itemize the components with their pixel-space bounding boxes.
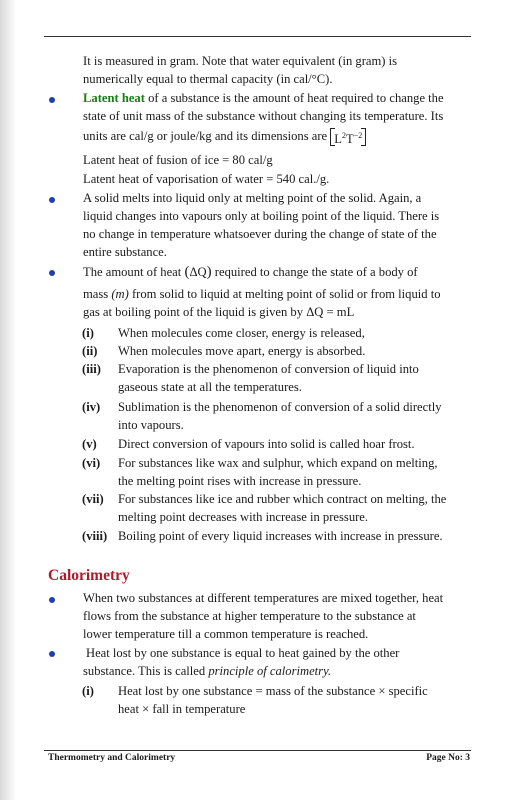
paragraph-line: When two substances at different temperatures are mixed together, heat: [83, 591, 444, 605]
text-span: substance. This is called: [83, 664, 206, 678]
paragraph-line: It is measured in gram. Note that water equivalent (in gram) is: [83, 54, 398, 68]
dim-symbol: T: [345, 132, 354, 147]
footer-rule: [44, 750, 471, 751]
list-number: (i): [82, 684, 94, 698]
dim-exponent: −2: [353, 131, 363, 141]
list-item-continuation: the melting point rises with increase in pressure.: [118, 474, 362, 488]
bullet-icon: [49, 651, 55, 657]
text-span: from solid to liquid at melting point of solid or from liquid to: [131, 287, 441, 301]
list-item: When molecules come closer, energy is released,: [118, 326, 365, 340]
section-heading: Calorimetry: [48, 567, 130, 584]
paragraph-line: A solid melts into liquid only at melting point of the solid. Again, a: [83, 191, 422, 205]
dimension-line: [83, 127, 366, 146]
list-number: (v): [82, 437, 97, 451]
paragraph-line: flows from the substance at higher temperature to the substance at: [83, 609, 416, 623]
paragraph-line: Latent heat of fusion of ice = 80 cal/g: [83, 153, 273, 167]
list-number: (vi): [82, 456, 101, 470]
paragraph-line: lower temperature till a common temperature is reached.: [83, 627, 369, 641]
bullet-icon: [49, 270, 55, 276]
latent-heat-formula: ΔQ = mL: [306, 305, 355, 319]
paragraph-line: no change in temperature whatsoever during the change of state of the: [83, 227, 437, 241]
paragraph-line: [83, 662, 331, 680]
list-number: (ii): [82, 344, 98, 358]
list-item-continuation: gaseous state at all the temperatures.: [118, 380, 302, 394]
delta-q-symbol: ΔQ: [189, 265, 207, 279]
paragraph-line: The amount of heat (ΔQ) required to change the state of a body of: [83, 264, 418, 280]
list-number: (i): [82, 326, 94, 340]
bullet-icon: [49, 597, 55, 603]
list-item: For substances like ice and rubber which contract on melting, the: [118, 492, 447, 506]
text-span: units are cal/g or joule/kg and its dimensions are: [83, 129, 328, 143]
paragraph-line: numerically equal to thermal capacity (in cal/°C).: [83, 72, 333, 86]
latent-heat-line: [83, 89, 444, 107]
paragraph-line: [83, 285, 441, 303]
bullet-icon: [49, 197, 55, 203]
bullet-icon: [49, 97, 55, 103]
text-span: required to change the state of a body of: [214, 265, 418, 279]
text-span: The amount of heat: [83, 265, 182, 279]
list-item: Heat lost by one substance = mass of the substance × specific: [118, 684, 428, 698]
list-item-continuation: melting point decreases with increase in pressure.: [118, 510, 369, 524]
list-number: (vii): [82, 492, 104, 506]
paragraph-line: state of unit mass of the substance without changing its temperature. Its: [83, 109, 444, 123]
paragraph-line: [83, 303, 354, 321]
list-item-continuation: heat × fall in temperature: [118, 702, 246, 716]
list-number: (iii): [82, 362, 101, 376]
paragraph-line: Heat lost by one substance is equal to heat gained by the other: [86, 646, 400, 660]
latent-heat-term: Latent heat: [83, 91, 145, 105]
dimension-bracket: [330, 128, 366, 146]
list-item: Evaporation is the phenomenon of conversion of liquid into: [118, 362, 419, 376]
list-item: When molecules move apart, energy is absorbed.: [118, 344, 366, 358]
paragraph-line: Latent heat of vaporisation of water = 540 cal./g.: [83, 172, 330, 186]
text-span: mass: [83, 287, 109, 301]
mass-symbol: (m): [111, 287, 129, 301]
footer-page-number: Page No: 3: [426, 753, 470, 763]
text-span: gas at boiling point of the liquid is given by: [83, 305, 304, 319]
list-item: Direct conversion of vapours into solid is called hoar frost.: [118, 437, 415, 451]
list-item: For substances like wax and sulphur, which expand on melting,: [118, 456, 438, 470]
dim-exponent: 2: [341, 131, 346, 141]
list-number: (iv): [82, 400, 101, 414]
principle-term: principle of calorimetry.: [208, 664, 332, 678]
list-item: Sublimation is the phenomenon of conversion of a solid directly: [118, 400, 442, 414]
paragraph-line: entire substance.: [83, 245, 167, 259]
list-item-continuation: into vapours.: [118, 418, 184, 432]
list-item: Boiling point of every liquid increases with increase in pressure.: [118, 529, 443, 543]
text-span: of a substance is the amount of heat required to change the: [144, 91, 444, 105]
paragraph-line: liquid changes into vapours only at boiling point of the liquid. There is: [83, 209, 440, 223]
footer-chapter-title: Thermometry and Calorimetry: [48, 753, 176, 763]
list-number: (viii): [82, 529, 108, 543]
dim-symbol: L: [334, 132, 342, 147]
